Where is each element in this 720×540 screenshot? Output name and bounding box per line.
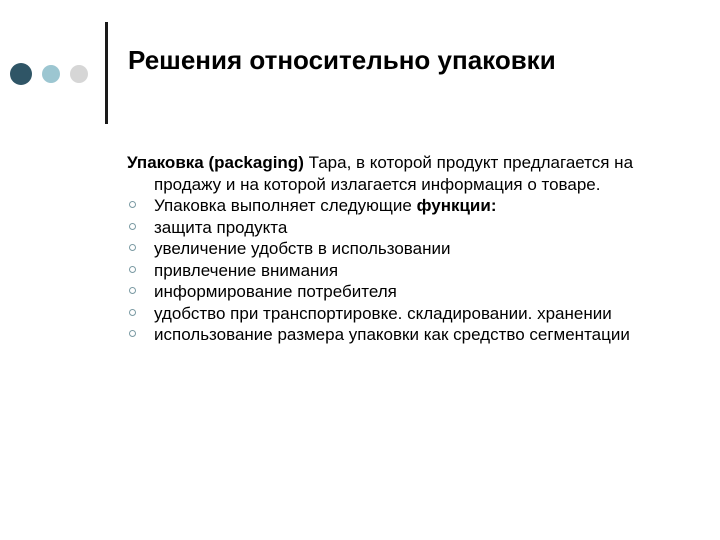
list-item [127,260,687,282]
list-item-text: увеличение удобств в использовании [154,239,451,258]
gray-circle-icon [70,65,88,83]
circle-outline-bullet-icon [129,244,136,251]
decorative-dots [0,0,110,130]
list-item-text: информирование потребителя [154,282,397,301]
list-item-text: удобство при транспортировке. складировании. хранении [154,303,612,323]
slide-body [127,152,687,346]
functions-list [127,195,687,346]
list-item-bold-text: функции: [416,196,497,215]
list-item [127,238,687,260]
definition-term: Упаковка (packaging) [127,153,304,172]
list-item [127,303,687,325]
list-item [127,217,687,239]
list-item-text: использование размера упаковки как средство сегментации [154,325,630,344]
light-blue-circle-icon [42,65,60,83]
circle-outline-bullet-icon [129,201,136,208]
list-item [127,195,687,217]
list-item [127,324,687,346]
dark-circle-icon [10,63,32,85]
circle-outline-bullet-icon [129,223,136,230]
slide-title: Решения относительно упаковки [128,45,556,75]
list-item-text: привлечение внимания [154,260,339,280]
list-item-text: Упаковка выполняет следующие [154,196,417,215]
circle-outline-bullet-icon [129,287,136,294]
title-divider [105,22,108,124]
circle-outline-bullet-icon [129,330,136,337]
list-item-text: защита продукта [154,217,288,237]
definition-text: Тара, в которой продукт предлагается на продажу и на которой излагается информация о товаре. [154,153,634,194]
circle-outline-bullet-icon [129,266,136,273]
circle-outline-bullet-icon [129,309,136,316]
definition-paragraph [127,152,687,195]
list-item [127,281,687,303]
